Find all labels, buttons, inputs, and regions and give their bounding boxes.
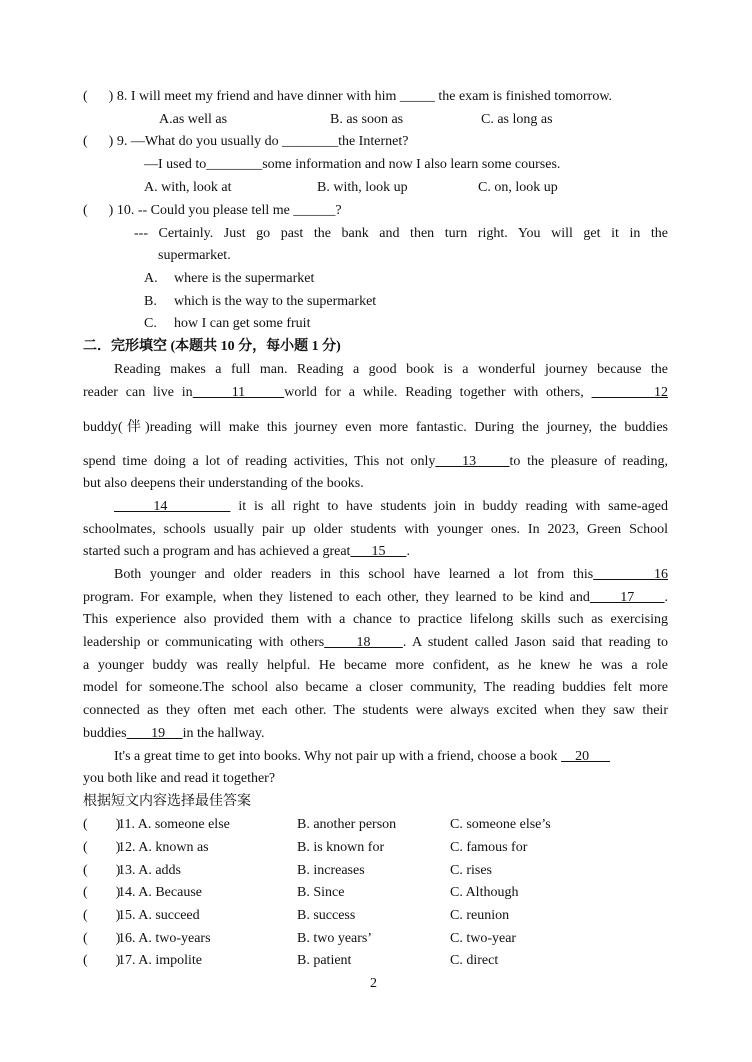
question-10-stem: ( ) 10. -- Could you please tell me ______? [83, 203, 342, 218]
choice-17-option-c: C. direct [450, 953, 499, 968]
choice-15-paren: ( ) [83, 908, 121, 923]
blank-12: 12 [591, 385, 669, 400]
blank-13: 13 [435, 454, 510, 469]
choice-17-option-b: B. patient [297, 953, 352, 968]
passage-p3-line-5: a younger buddy was really helpful. He became more confident, as he knew he was a role [83, 658, 668, 673]
choice-13-option-b: B. increases [297, 863, 365, 878]
passage-p2-line-3: started such a program and has achieved a great 15 . [83, 544, 410, 559]
blank-14: 14 [114, 499, 231, 514]
passage-p4-line-2: you both like and read it together? [83, 771, 276, 786]
passage-p3-line-7: connected as they often met each other. The students were always excited when they saw their [83, 703, 668, 718]
choice-12-paren: ( ) [83, 840, 121, 855]
passage-p2-line-2: schoolmates, schools usually pair up older students with younger ones. In 2023, Green School [83, 522, 668, 537]
question-10-option-a: where is the supermarket [174, 271, 315, 286]
choice-12-option-b: B. is known for [297, 840, 385, 855]
passage-p3-line-3: This experience also provided them with a chance to practice lifelong skills such as exercising [83, 612, 668, 627]
question-9-option-a: A. with, look at [144, 180, 232, 195]
blank-15: 15 [350, 544, 407, 559]
choice-12-option-c: C. famous for [450, 840, 528, 855]
blank-17: 17 [589, 590, 665, 605]
passage-p3-line-2: program. For example, when they listened to each other, they learned to be kind and 17 . [83, 590, 669, 605]
question-9-reply: —I used to________some information and now I also learn some courses. [144, 157, 561, 172]
question-8-option-a: A.as well as [159, 112, 228, 127]
passage-p1-line-4: spend time doing a lot of reading activities, This not only 13 to the pleasure of reading, [83, 454, 669, 469]
blank-19: 19 [126, 726, 183, 741]
passage-p1-line-3: buddy(伴)reading will make this journey even more fantastic. During the journey, the buddies [83, 420, 668, 435]
question-9-option-b: B. with, look up [317, 180, 408, 195]
choice-11-paren: ( ) [83, 817, 121, 832]
choice-16-option-b: B. two years’ [297, 931, 373, 946]
choice-11-option-b: B. another person [297, 817, 397, 832]
choice-15-option-c: C. reunion [450, 908, 510, 923]
choice-13-option-a: 13. A. adds [118, 863, 181, 878]
question-10-option-a-key: A. [144, 271, 158, 286]
choice-15-option-a: 15. A. succeed [118, 908, 200, 923]
choice-13-paren: ( ) [83, 863, 121, 878]
choice-14-paren: ( ) [83, 885, 121, 900]
question-9-option-c: C. on, look up [478, 180, 558, 195]
passage-p3-line-6: model for someone.The school also became a closer community, The reading buddies felt more [83, 680, 668, 695]
question-10-option-b-key: B. [144, 294, 157, 309]
passage-p3-line-1: Both younger and older readers in this school have learned a lot from this 16 [114, 567, 668, 582]
passage-p3-line-4: leadership or communicating with others 18 . A student called Jason said that reading to [83, 635, 669, 650]
section-heading: 二．完形填空 (本题共 10 分，每小题 1 分) [83, 339, 341, 354]
question-10-option-b: which is the way to the supermarket [174, 294, 377, 309]
choice-15-option-b: B. success [297, 908, 356, 923]
blank-11: 11 [192, 385, 285, 400]
passage-p2-line-1: 14 it is all right to have students join in buddy reading with same-aged [114, 499, 669, 514]
passage-p4-line-1: It's a great time to get into books. Why not pair up with a friend, choose a book 20 [114, 749, 611, 764]
choice-13-option-c: C. rises [450, 863, 492, 878]
choice-14-option-c: C. Although [450, 885, 519, 900]
choice-11-option-c: C. someone else’s [450, 817, 551, 832]
blank-16: 16 [593, 567, 668, 582]
instruction: 根据短文内容选择最佳答案 [83, 794, 251, 809]
choice-14-option-b: B. Since [297, 885, 345, 900]
passage-p1-line-5: but also deepens their understanding of the books. [83, 476, 364, 491]
question-10-option-c: how I can get some fruit [174, 316, 311, 331]
question-8-stem: ( ) 8. I will meet my friend and have dinner with him _____ the exam is finished tomorrow. [83, 89, 613, 104]
question-10-option-c-key: C. [144, 316, 157, 331]
choice-16-paren: ( ) [83, 931, 121, 946]
choice-16-option-a: 16. A. two-years [118, 931, 211, 946]
choice-14-option-a: 14. A. Because [118, 885, 202, 900]
question-8-option-c: C. as long as [481, 112, 553, 127]
question-8-option-b: B. as soon as [330, 112, 404, 127]
choice-16-option-c: C. two-year [450, 931, 517, 946]
passage-p3-line-8: buddies 19 in the hallway. [83, 726, 265, 741]
choice-17-option-a: 17. A. impolite [118, 953, 202, 968]
question-10-reply-line-1: --- Certainly. Just go past the bank and then turn right. You will get it in the [134, 226, 668, 241]
question-10-reply-line-2: supermarket. [158, 248, 231, 263]
blank-18: 18 [324, 635, 403, 650]
passage-p1-line-2: reader can live in 11 world for a while. Reading together with others, 12 [83, 385, 669, 400]
passage-p1-line-1: Reading makes a full man. Reading a good book is a wonderful journey because the [114, 362, 668, 377]
choice-12-option-a: 12. A. known as [118, 840, 209, 855]
question-9-stem: ( ) 9. —What do you usually do ________the Internet? [83, 134, 409, 149]
blank-20: 20 [561, 749, 611, 764]
choice-11-option-a: 11. A. someone else [118, 817, 230, 832]
choice-17-paren: ( ) [83, 953, 121, 968]
page-number: 2 [370, 976, 377, 991]
